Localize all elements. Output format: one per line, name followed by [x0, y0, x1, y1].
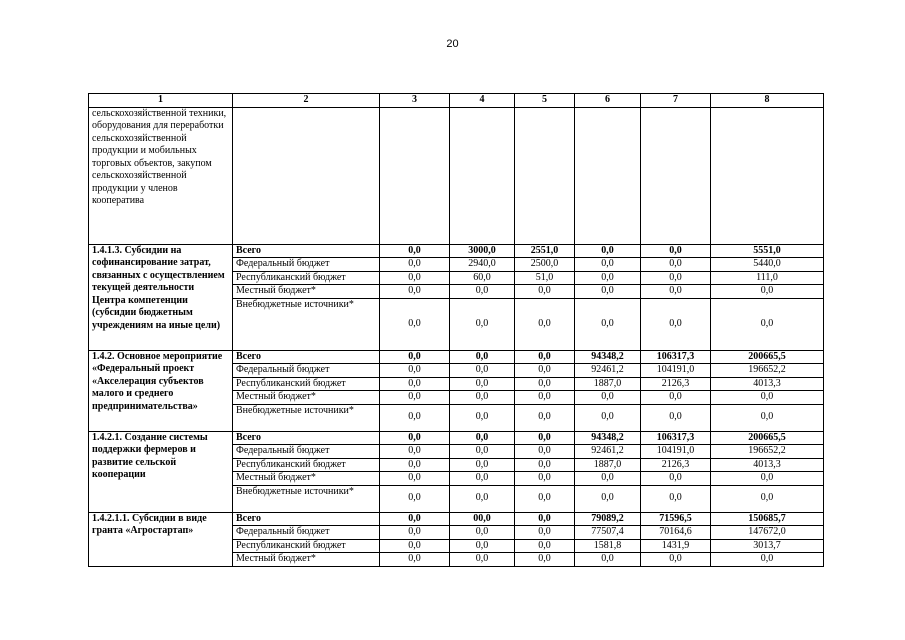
value-cell: 3013,7 [711, 539, 824, 553]
total-row [89, 244, 824, 258]
value-cell: 51,0 [515, 271, 575, 285]
measure-name: 1.4.1.3. Субсидии на софинансирование затрат, связанных с осуществлением текущей деятельности Центра компетенции (субсидии бюджетным учреждениям на иные цели) [89, 244, 233, 350]
value-cell: 0,0 [711, 285, 824, 299]
value-cell: 0,0 [515, 377, 575, 391]
value-cell: 2126,3 [641, 377, 711, 391]
value-cell: 0,0 [711, 404, 824, 431]
value-cell: 111,0 [711, 271, 824, 285]
value-cell: 0,0 [641, 298, 711, 350]
value-cell: 0,0 [380, 539, 450, 553]
value-cell: 0,0 [380, 271, 450, 285]
value-cell: 0,0 [515, 364, 575, 378]
value-cell: 5440,0 [711, 258, 824, 272]
funding-source: Федеральный бюджет [233, 258, 380, 272]
value-cell: 196652,2 [711, 364, 824, 378]
value-cell: 196652,2 [711, 445, 824, 459]
value-cell: 2551,0 [515, 244, 575, 258]
value-cell: 0,0 [575, 472, 641, 486]
measure-name: 1.4.2. Основное мероприятие «Федеральный проект «Акселерация субъектов малого и среднего предпринимательства» [89, 350, 233, 431]
value-cell: 0,0 [380, 258, 450, 272]
value-cell: 0,0 [711, 472, 824, 486]
value-cell: 0,0 [380, 512, 450, 526]
total-row [89, 431, 824, 445]
value-cell: 0,0 [641, 271, 711, 285]
value-cell: 0,0 [575, 391, 641, 405]
table-cell [711, 107, 824, 244]
table-cell [450, 107, 515, 244]
value-cell: 1581,8 [575, 539, 641, 553]
total-row [89, 350, 824, 364]
value-cell: 0,0 [515, 526, 575, 540]
value-cell: 0,0 [450, 298, 515, 350]
page-number: 20 [446, 38, 459, 50]
table-cell [233, 107, 380, 244]
funding-source: Всего [233, 431, 380, 445]
value-cell: 0,0 [575, 485, 641, 512]
value-cell: 0,0 [711, 485, 824, 512]
value-cell: 71596,5 [641, 512, 711, 526]
value-cell: 00,0 [450, 512, 515, 526]
value-cell: 0,0 [515, 404, 575, 431]
value-cell: 0,0 [450, 431, 515, 445]
value-cell: 92461,2 [575, 364, 641, 378]
value-cell: 0,0 [515, 431, 575, 445]
funding-source: Местный бюджет* [233, 553, 380, 567]
value-cell: 0,0 [515, 285, 575, 299]
value-cell: 0,0 [641, 404, 711, 431]
value-cell: 77507,4 [575, 526, 641, 540]
value-cell: 92461,2 [575, 445, 641, 459]
value-cell: 0,0 [711, 553, 824, 567]
value-cell: 0,0 [515, 472, 575, 486]
value-cell: 94348,2 [575, 431, 641, 445]
value-cell: 1431,9 [641, 539, 711, 553]
column-header: 8 [711, 94, 824, 108]
value-cell: 0,0 [515, 539, 575, 553]
value-cell: 1887,0 [575, 377, 641, 391]
value-cell: 0,0 [641, 391, 711, 405]
value-cell: 0,0 [641, 472, 711, 486]
value-cell: 0,0 [641, 244, 711, 258]
value-cell: 0,0 [450, 485, 515, 512]
value-cell: 0,0 [380, 526, 450, 540]
value-cell: 2940,0 [450, 258, 515, 272]
column-header: 2 [233, 94, 380, 108]
funding-source: Всего [233, 512, 380, 526]
value-cell: 0,0 [515, 553, 575, 567]
table-cell [515, 107, 575, 244]
value-cell: 0,0 [575, 404, 641, 431]
value-cell: 0,0 [380, 485, 450, 512]
continuation-row [89, 107, 824, 244]
funding-source: Всего [233, 350, 380, 364]
funding-source: Местный бюджет* [233, 472, 380, 486]
value-cell: 0,0 [515, 458, 575, 472]
value-cell: 5551,0 [711, 244, 824, 258]
value-cell: 106317,3 [641, 350, 711, 364]
value-cell: 0,0 [380, 404, 450, 431]
value-cell: 104191,0 [641, 445, 711, 459]
funding-source: Республиканский бюджет [233, 458, 380, 472]
value-cell: 0,0 [380, 350, 450, 364]
value-cell: 104191,0 [641, 364, 711, 378]
value-cell: 3000,0 [450, 244, 515, 258]
value-cell: 0,0 [515, 445, 575, 459]
value-cell: 0,0 [380, 298, 450, 350]
value-cell: 0,0 [380, 472, 450, 486]
funding-source: Республиканский бюджет [233, 271, 380, 285]
value-cell: 0,0 [380, 458, 450, 472]
table-cell [380, 107, 450, 244]
value-cell: 0,0 [711, 391, 824, 405]
value-cell: 200665,5 [711, 431, 824, 445]
measure-name: 1.4.2.1.1. Субсидии в виде гранта «Агростартап» [89, 512, 233, 566]
funding-source: Федеральный бюджет [233, 364, 380, 378]
column-header: 5 [515, 94, 575, 108]
value-cell: 0,0 [575, 285, 641, 299]
value-cell: 2500,0 [515, 258, 575, 272]
value-cell: 0,0 [515, 298, 575, 350]
value-cell: 0,0 [641, 485, 711, 512]
value-cell: 0,0 [711, 298, 824, 350]
value-cell: 0,0 [450, 404, 515, 431]
value-cell: 0,0 [450, 458, 515, 472]
value-cell: 0,0 [641, 553, 711, 567]
column-header: 4 [450, 94, 515, 108]
value-cell: 0,0 [450, 364, 515, 378]
value-cell: 94348,2 [575, 350, 641, 364]
value-cell: 0,0 [450, 377, 515, 391]
measure-name: сельскохозяйственной техники, оборудования для переработки сельскохозяйственной продукции и мобильных торговых объектов, закупом сельскохозяйственной продукции у членов кооператива [89, 107, 233, 244]
value-cell: 200665,5 [711, 350, 824, 364]
funding-source: Местный бюджет* [233, 285, 380, 299]
value-cell: 150685,7 [711, 512, 824, 526]
value-cell: 0,0 [575, 298, 641, 350]
funding-source: Федеральный бюджет [233, 526, 380, 540]
budget-table [88, 93, 824, 567]
value-cell: 60,0 [450, 271, 515, 285]
measure-name: 1.4.2.1. Создание системы поддержки фермеров и развитие сельской кооперации [89, 431, 233, 512]
funding-source: Федеральный бюджет [233, 445, 380, 459]
value-cell: 0,0 [450, 350, 515, 364]
value-cell: 0,0 [641, 285, 711, 299]
value-cell: 0,0 [450, 285, 515, 299]
value-cell: 0,0 [450, 553, 515, 567]
value-cell: 0,0 [380, 285, 450, 299]
funding-source: Республиканский бюджет [233, 377, 380, 391]
value-cell: 0,0 [380, 391, 450, 405]
value-cell: 70164,6 [641, 526, 711, 540]
value-cell: 0,0 [641, 258, 711, 272]
value-cell: 0,0 [575, 244, 641, 258]
column-header: 3 [380, 94, 450, 108]
value-cell: 0,0 [450, 472, 515, 486]
funding-source: Местный бюджет* [233, 391, 380, 405]
total-row [89, 512, 824, 526]
column-header: 6 [575, 94, 641, 108]
funding-source: Внебюджетные источники* [233, 485, 380, 512]
column-header: 7 [641, 94, 711, 108]
value-cell: 0,0 [575, 271, 641, 285]
value-cell: 147672,0 [711, 526, 824, 540]
value-cell: 0,0 [450, 539, 515, 553]
value-cell: 0,0 [515, 391, 575, 405]
value-cell: 0,0 [575, 553, 641, 567]
value-cell: 0,0 [515, 350, 575, 364]
funding-source: Внебюджетные источники* [233, 404, 380, 431]
table-cell [575, 107, 641, 244]
value-cell: 106317,3 [641, 431, 711, 445]
value-cell: 0,0 [380, 244, 450, 258]
value-cell: 0,0 [380, 553, 450, 567]
value-cell: 4013,3 [711, 458, 824, 472]
header-row [89, 94, 824, 108]
value-cell: 0,0 [575, 258, 641, 272]
value-cell: 79089,2 [575, 512, 641, 526]
value-cell: 0,0 [450, 445, 515, 459]
value-cell: 0,0 [380, 445, 450, 459]
funding-source: Всего [233, 244, 380, 258]
table-cell [641, 107, 711, 244]
value-cell: 0,0 [380, 364, 450, 378]
funding-source: Республиканский бюджет [233, 539, 380, 553]
value-cell: 2126,3 [641, 458, 711, 472]
value-cell: 0,0 [380, 431, 450, 445]
value-cell: 0,0 [515, 512, 575, 526]
value-cell: 0,0 [515, 485, 575, 512]
value-cell: 0,0 [450, 526, 515, 540]
value-cell: 4013,3 [711, 377, 824, 391]
funding-source: Внебюджетные источники* [233, 298, 380, 350]
value-cell: 0,0 [450, 391, 515, 405]
column-header: 1 [89, 94, 233, 108]
value-cell: 1887,0 [575, 458, 641, 472]
value-cell: 0,0 [380, 377, 450, 391]
